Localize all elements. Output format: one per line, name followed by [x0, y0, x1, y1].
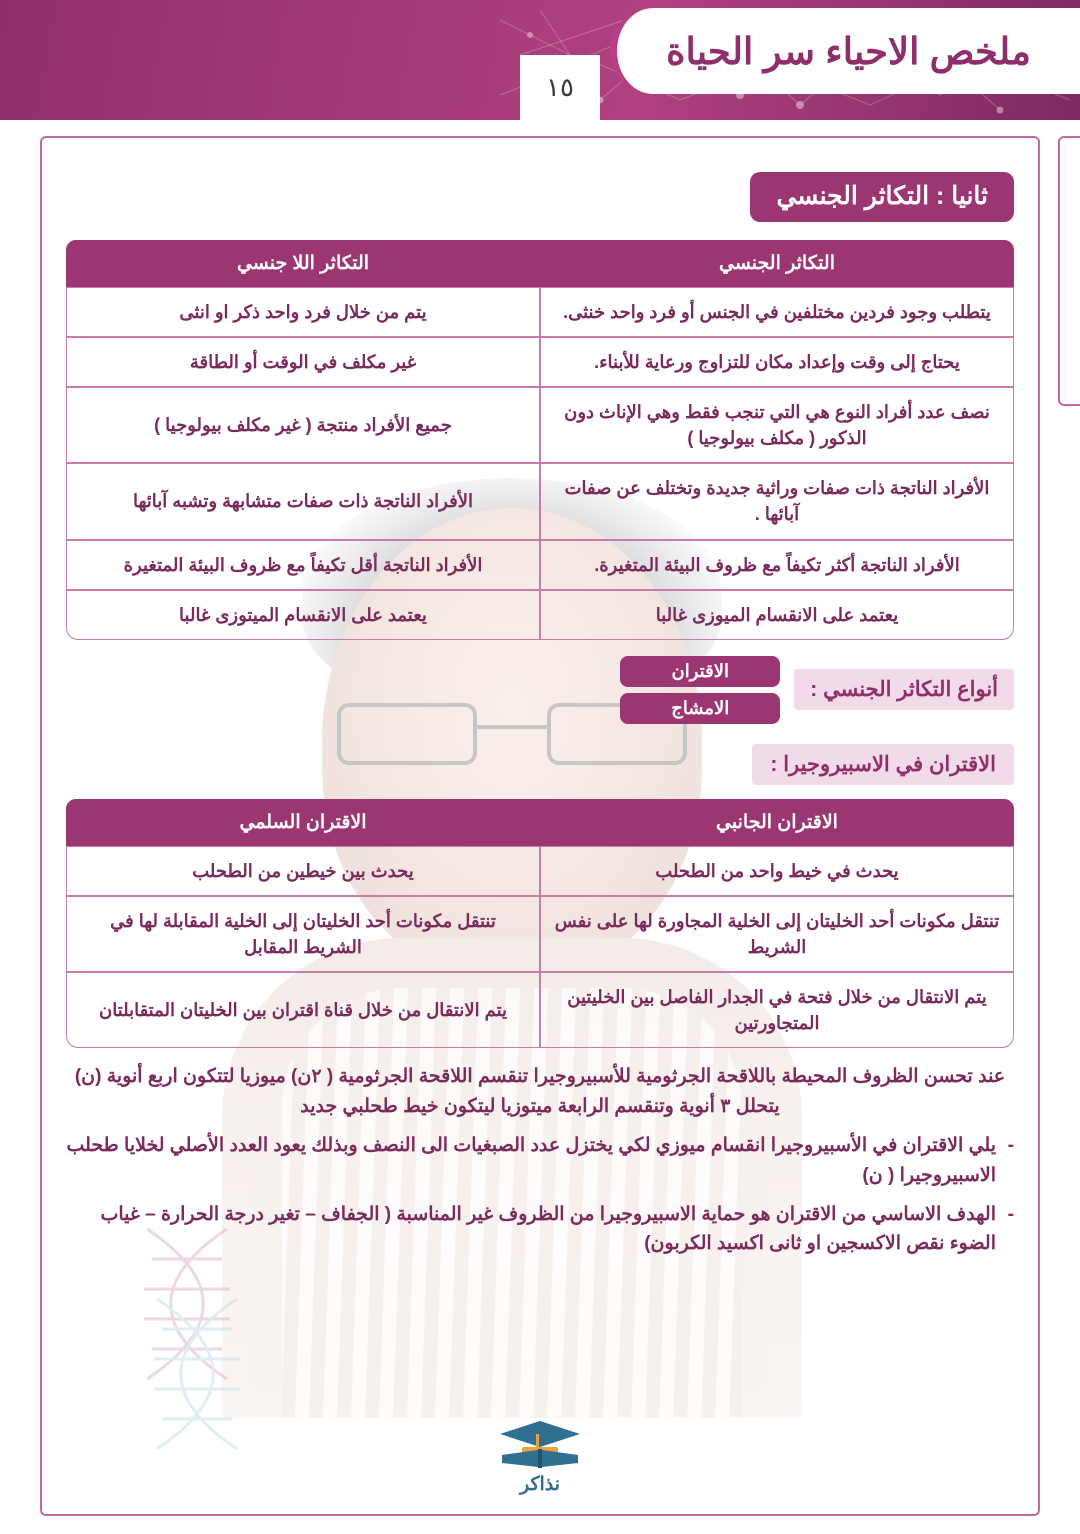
bullet-dash: -: [1007, 1135, 1014, 1157]
cell-sexual: نصف عدد أفراد النوع هي التي تنجب فقط وهي الإناث دون الذكور ( مكلف بيولوجيا ): [540, 387, 1014, 463]
page-content: [42, 138, 1038, 1259]
types-pill-group: [620, 656, 780, 724]
table-row: [66, 387, 1014, 463]
cell-sexual: يحتاج إلى وقت وإعداد مكان للتزاوج ورعاية للأبناء.: [540, 337, 1014, 387]
column-header-scalariform-conjugation: الاقتران السلمي: [66, 799, 540, 846]
page-edge-decoration: [1058, 136, 1080, 406]
cell-asexual: الأفراد الناتجة ذات صفات متشابهة وتشبه آبائها: [66, 463, 540, 539]
types-label: أنواع التكاثر الجنسي :: [794, 669, 1014, 710]
page-banner: [0, 0, 1080, 120]
type-pill-gametes: الامشاج: [620, 693, 780, 724]
conjugation-types-table: [66, 799, 1014, 1048]
cell-scalariform: يتم الانتقال من خلال قناة اقتران بين الخليتان المتقابلتان: [66, 972, 540, 1048]
note-item: عند تحسن الظروف المحيطة باللاقحة الجرثومية للأسبيروجيرا تنقسم اللاقحة الجرثومية ( ٢ن) ميوزيا لتتكون اربع أنوية (ن) يتحلل ٣ أنوية وتنقسم الرابعة ميتوزيا ليتكون خيط طحلبي جديد: [74, 1066, 1006, 1117]
table-row: [66, 846, 1014, 896]
cell-asexual: يعتمد على الانقسام الميتوزى غالبا: [66, 590, 540, 640]
cell-lateral: تنتقل مكونات أحد الخليتان إلى الخلية المجاورة لها على نفس الشريط: [540, 896, 1014, 972]
table-row: [66, 972, 1014, 1048]
cell-asexual: غير مكلف في الوقت أو الطاقة: [66, 337, 540, 387]
cell-sexual: الأفراد الناتجة ذات صفات وراثية جديدة وتختلف عن صفات آبائها .: [540, 463, 1014, 539]
note-item: [66, 1200, 1014, 1259]
table-row: [66, 463, 1014, 539]
column-header-asexual: التكاثر اللا جنسي: [66, 240, 540, 287]
banner-title-container: [610, 8, 1080, 94]
table-row: [66, 590, 1014, 640]
cell-sexual: يعتمد على الانقسام الميوزى غالبا: [540, 590, 1014, 640]
footer-brand-text: نذاكر: [519, 1474, 561, 1495]
column-header-lateral-conjugation: الاقتران الجانبي: [540, 799, 1014, 846]
notes-list: [66, 1062, 1014, 1259]
note-text: يلي الاقتران في الأسبيروجيرا انقسام ميوزي لكي يختزل عدد الصبغيات الى النصف وبذلك يعود العدد الأصلي لخلايا طحلب الاسبيروجيرا ( ن): [66, 1135, 996, 1186]
section-heading: ثانيا : التكاثر الجنسي: [750, 172, 1014, 222]
page-title: ملخص الاحياء سر الحياة: [666, 30, 1031, 72]
table-row: [66, 287, 1014, 337]
type-pill-conjugation: الاقتران: [620, 656, 780, 687]
table-row: [66, 540, 1014, 590]
cell-asexual: جميع الأفراد منتجة ( غير مكلف بيولوجيا ): [66, 387, 540, 463]
cell-asexual: يتم من خلال فرد واحد ذكر او انثى: [66, 287, 540, 337]
table-row: [66, 896, 1014, 972]
table-header-row: [66, 799, 1014, 846]
subsection-heading-row: [66, 730, 1014, 799]
table-row: [66, 337, 1014, 387]
section-heading-row: [66, 166, 1014, 240]
cell-scalariform: تنتقل مكونات أحد الخليتان إلى الخلية المقابلة لها في الشريط المقابل: [66, 896, 540, 972]
note-item: [66, 1131, 1014, 1190]
note-text: الهدف الاساسي من الاقتران هو حماية الاسبيروجيرا من الظروف غير المناسبة ( الجفاف – تغير درجة الحرارة – غياب الضوء نقص الاكسجين او ثانى اكسيد الكربون): [100, 1203, 996, 1255]
sexual-vs-asexual-table: [66, 240, 1014, 640]
cell-asexual: الأفراد الناتجة أقل تكيفاً مع ظروف البيئة المتغيرة: [66, 540, 540, 590]
footer-branding: [42, 1417, 1038, 1496]
cell-sexual: يتطلب وجود فردين مختلفين في الجنس أو فرد واحد خنثى.: [540, 287, 1014, 337]
subsection-heading: الاقتران في الاسبيروجيرا :: [752, 744, 1014, 785]
page-number: ١٥: [520, 55, 600, 120]
sexual-reproduction-types: [66, 656, 1014, 724]
table-header-row: [66, 240, 1014, 287]
page-sheet: [40, 136, 1040, 1516]
cell-scalariform: يحدث بين خيطين من الطحلب: [66, 846, 540, 896]
graduation-cap-book-icon: [492, 1417, 588, 1471]
column-header-sexual: التكاثر الجنسي: [540, 240, 1014, 287]
cell-sexual: الأفراد الناتجة أكثر تكيفاً مع ظروف البيئة المتغيرة.: [540, 540, 1014, 590]
cell-lateral: يتم الانتقال من خلال فتحة في الجدار الفاصل بين الخليتين المتجاورتين: [540, 972, 1014, 1048]
bullet-dash: -: [1007, 1203, 1014, 1225]
cell-lateral: يحدث في خيط واحد من الطحلب: [540, 846, 1014, 896]
